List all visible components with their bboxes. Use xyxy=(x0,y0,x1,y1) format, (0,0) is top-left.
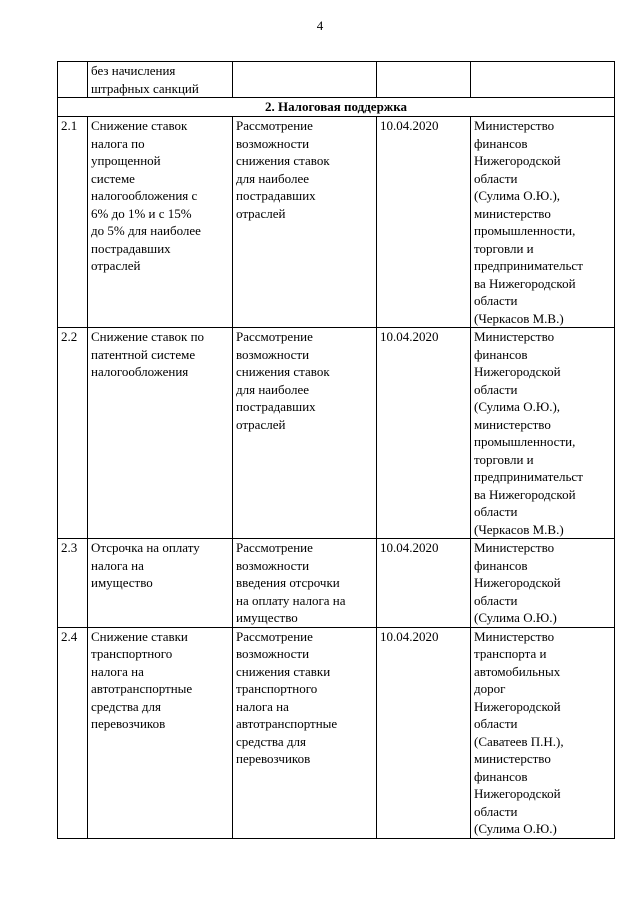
measures-table xyxy=(57,61,615,839)
date-cell: 10.04.2020 xyxy=(377,117,471,328)
row-number-cell xyxy=(58,62,88,98)
responsible-cell xyxy=(471,328,615,539)
row-number: 2.4 xyxy=(58,627,88,838)
action-text: Рассмотрение возможности снижения ставки транспортного налога на автотранспортные средства для перевозчиков xyxy=(236,628,338,766)
row-number: 2.2 xyxy=(58,328,88,539)
action-text: Рассмотрение возможности введения отсрочки на оплату налога на имущество xyxy=(236,540,346,625)
measure-cell xyxy=(88,539,233,628)
date-cell: 10.04.2020 xyxy=(377,539,471,628)
responsible-cell xyxy=(471,627,615,838)
responsible-cell xyxy=(471,117,615,328)
measure-text: без начисления штрафных санкций xyxy=(91,63,199,96)
date-cell xyxy=(377,62,471,98)
responsible-text: Министерство финансов Нижегородской области (Сулима О.Ю.) xyxy=(474,540,561,625)
responsible-cell xyxy=(471,62,615,98)
continuation-row xyxy=(58,62,615,98)
measure-cell xyxy=(88,328,233,539)
action-text: Рассмотрение возможности снижения ставок для наиболее пострадавших отраслей xyxy=(236,329,330,432)
measure-cell xyxy=(88,62,233,98)
row-number: 2.3 xyxy=(58,539,88,628)
action-cell xyxy=(233,539,377,628)
measure-text: Снижение ставки транспортного налога на автотранспортные средства для перевозчиков xyxy=(91,628,193,731)
row-number: 2.1 xyxy=(58,117,88,328)
responsible-text: Министерство финансов Нижегородской области (Сулима О.Ю.), министерство промышленности, торговли и предпринимательст ва Нижегородской области (Черкасов М.В.) xyxy=(474,329,583,537)
responsible-cell xyxy=(471,539,615,628)
page-number: 4 xyxy=(316,18,324,33)
action-cell xyxy=(233,62,377,98)
section-title: 2. Налоговая поддержка xyxy=(58,98,615,117)
table-row xyxy=(58,117,615,328)
responsible-text: Министерство транспорта и автомобильных дорог Нижегородской области (Саватеев П.Н.), министерство финансов Нижегородской области (Сулима О.Ю.) xyxy=(474,628,564,836)
action-text: Рассмотрение возможности снижения ставок для наиболее пострадавших отраслей xyxy=(236,118,330,221)
responsible-text: Министерство финансов Нижегородской области (Сулима О.Ю.), министерство промышленности, торговли и предпринимательст ва Нижегородской области (Черкасов М.В.) xyxy=(474,118,583,326)
date-cell: 10.04.2020 xyxy=(377,627,471,838)
measure-cell xyxy=(88,117,233,328)
measure-text: Снижение ставок по патентной системе налогообложения xyxy=(91,329,205,379)
measure-text: Снижение ставок налога по упрощенной системе налогообложения с 6% до 1% и с 15% до 5% для наиболее пострадавших отраслей xyxy=(91,118,201,273)
table-row xyxy=(58,539,615,628)
action-cell xyxy=(233,117,377,328)
action-cell xyxy=(233,627,377,838)
measure-cell xyxy=(88,627,233,838)
table-row xyxy=(58,328,615,539)
table-row xyxy=(58,627,615,838)
measure-text: Отсрочка на оплату налога на имущество xyxy=(91,540,200,590)
action-cell xyxy=(233,328,377,539)
date-cell: 10.04.2020 xyxy=(377,328,471,539)
section-header-row xyxy=(58,98,615,117)
